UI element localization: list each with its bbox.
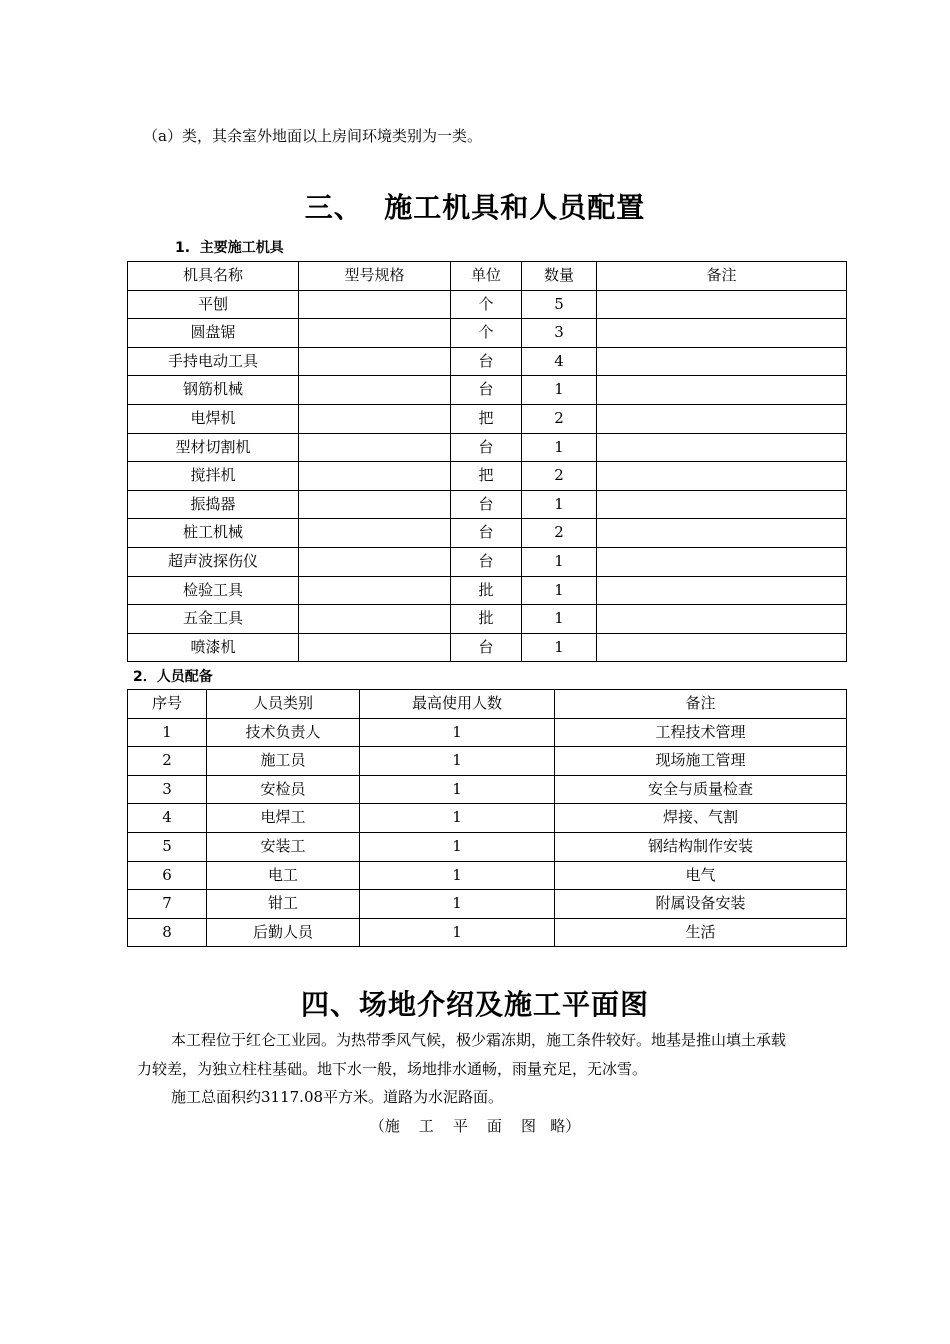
equipment-cell: 台 bbox=[451, 433, 522, 462]
staff-cell: 后勤人员 bbox=[207, 918, 360, 947]
equipment-cell: 1 bbox=[522, 605, 597, 634]
staff-cell: 1 bbox=[360, 918, 555, 947]
equipment-cell: 电焊机 bbox=[128, 404, 299, 433]
equipment-cell bbox=[597, 347, 847, 376]
staff-cell: 3 bbox=[128, 775, 207, 804]
equipment-cell bbox=[299, 319, 451, 348]
staff-cell: 电气 bbox=[555, 861, 847, 890]
staff-header-cell: 序号 bbox=[128, 690, 207, 719]
staff-cell: 1 bbox=[360, 804, 555, 833]
table-row bbox=[128, 747, 847, 776]
equipment-cell: 把 bbox=[451, 462, 522, 491]
table-row bbox=[128, 347, 847, 376]
equipment-cell bbox=[597, 547, 847, 576]
equipment-cell: 喷漆机 bbox=[128, 633, 299, 662]
figure-note: （施 工 平 面 图 略） bbox=[369, 1117, 581, 1135]
equipment-cell: 把 bbox=[451, 404, 522, 433]
equipment-cell bbox=[299, 404, 451, 433]
sub2-title: 2．人员配备 bbox=[133, 669, 213, 685]
equipment-header-row bbox=[128, 262, 847, 291]
table-row bbox=[128, 490, 847, 519]
equipment-cell: 圆盘锯 bbox=[128, 319, 299, 348]
table-row bbox=[128, 404, 847, 433]
table-row bbox=[128, 547, 847, 576]
section3-title: 三、 施工机具和人员配置 bbox=[304, 191, 646, 224]
equipment-cell: 1 bbox=[522, 376, 597, 405]
staff-cell: 安装工 bbox=[207, 832, 360, 861]
equipment-cell bbox=[597, 576, 847, 605]
equipment-cell: 超声波探伤仪 bbox=[128, 547, 299, 576]
table-row bbox=[128, 605, 847, 634]
equipment-cell: 台 bbox=[451, 490, 522, 519]
staff-cell: 技术负责人 bbox=[207, 718, 360, 747]
equipment-cell: 批 bbox=[451, 605, 522, 634]
equipment-cell bbox=[597, 433, 847, 462]
equipment-cell: 台 bbox=[451, 633, 522, 662]
staff-header-cell: 最高使用人数 bbox=[360, 690, 555, 719]
staff-cell: 电工 bbox=[207, 861, 360, 890]
table-row bbox=[128, 775, 847, 804]
table-row bbox=[128, 918, 847, 947]
equipment-cell: 批 bbox=[451, 576, 522, 605]
equipment-cell: 1 bbox=[522, 490, 597, 519]
table-row bbox=[128, 319, 847, 348]
staff-cell: 1 bbox=[360, 775, 555, 804]
intro-line: （a）类，其余室外地面以上房间环境类别为一类。 bbox=[143, 127, 482, 145]
staff-cell: 电焊工 bbox=[207, 804, 360, 833]
equipment-cell bbox=[299, 605, 451, 634]
staff-cell: 钳工 bbox=[207, 890, 360, 919]
equipment-cell: 搅拌机 bbox=[128, 462, 299, 491]
equipment-header-cell: 单位 bbox=[451, 262, 522, 291]
staff-table bbox=[127, 689, 847, 947]
equipment-cell: 2 bbox=[522, 519, 597, 548]
equipment-cell: 平刨 bbox=[128, 290, 299, 319]
sub1-title: 1. 主要施工机具 bbox=[175, 240, 284, 256]
equipment-cell bbox=[299, 462, 451, 491]
equipment-cell: 台 bbox=[451, 376, 522, 405]
staff-cell: 焊接、气割 bbox=[555, 804, 847, 833]
equipment-cell bbox=[597, 633, 847, 662]
staff-cell: 现场施工管理 bbox=[555, 747, 847, 776]
equipment-header-cell: 型号规格 bbox=[299, 262, 451, 291]
equipment-cell bbox=[299, 376, 451, 405]
section4-title: 四、场地介绍及施工平面图 bbox=[300, 988, 649, 1021]
table-row bbox=[128, 519, 847, 548]
staff-cell: 安检员 bbox=[207, 775, 360, 804]
equipment-cell: 台 bbox=[451, 519, 522, 548]
equipment-cell: 检验工具 bbox=[128, 576, 299, 605]
equipment-header-cell: 数量 bbox=[522, 262, 597, 291]
staff-cell: 6 bbox=[128, 861, 207, 890]
equipment-cell bbox=[597, 519, 847, 548]
equipment-header-cell: 机具名称 bbox=[128, 262, 299, 291]
table-row bbox=[128, 376, 847, 405]
equipment-header-cell: 备注 bbox=[597, 262, 847, 291]
equipment-cell: 台 bbox=[451, 547, 522, 576]
equipment-cell: 型材切割机 bbox=[128, 433, 299, 462]
staff-cell: 施工员 bbox=[207, 747, 360, 776]
table-row bbox=[128, 804, 847, 833]
equipment-cell bbox=[299, 490, 451, 519]
equipment-cell bbox=[299, 633, 451, 662]
staff-cell: 8 bbox=[128, 918, 207, 947]
equipment-cell: 手持电动工具 bbox=[128, 347, 299, 376]
table-row bbox=[128, 832, 847, 861]
equipment-cell bbox=[597, 290, 847, 319]
equipment-cell: 个 bbox=[451, 319, 522, 348]
staff-cell: 4 bbox=[128, 804, 207, 833]
table-row bbox=[128, 890, 847, 919]
table-row bbox=[128, 433, 847, 462]
equipment-cell: 五金工具 bbox=[128, 605, 299, 634]
staff-cell: 2 bbox=[128, 747, 207, 776]
equipment-cell: 个 bbox=[451, 290, 522, 319]
equipment-table bbox=[127, 261, 847, 662]
staff-cell: 1 bbox=[360, 890, 555, 919]
equipment-cell bbox=[299, 547, 451, 576]
equipment-cell: 1 bbox=[522, 547, 597, 576]
staff-header-row bbox=[128, 690, 847, 719]
equipment-cell: 5 bbox=[522, 290, 597, 319]
staff-cell: 工程技术管理 bbox=[555, 718, 847, 747]
equipment-cell bbox=[299, 576, 451, 605]
staff-cell: 1 bbox=[360, 718, 555, 747]
staff-cell: 1 bbox=[360, 861, 555, 890]
equipment-cell bbox=[299, 290, 451, 319]
equipment-cell: 钢筋机械 bbox=[128, 376, 299, 405]
equipment-cell bbox=[597, 490, 847, 519]
staff-cell: 5 bbox=[128, 832, 207, 861]
equipment-cell bbox=[597, 404, 847, 433]
table-row bbox=[128, 633, 847, 662]
equipment-cell: 桩工机械 bbox=[128, 519, 299, 548]
paragraph-1-line-2: 力较差，为独立柱柱基础。地下水一般，场地排水通畅，雨量充足，无冰雪。 bbox=[137, 1060, 648, 1078]
equipment-cell: 1 bbox=[522, 576, 597, 605]
equipment-cell bbox=[597, 605, 847, 634]
table-row bbox=[128, 718, 847, 747]
paragraph-1-line-1: 本工程位于红仑工业园。为热带季风气候，极少霜冻期，施工条件较好。地基是推山填土承载 bbox=[171, 1031, 787, 1049]
equipment-cell: 2 bbox=[522, 404, 597, 433]
equipment-cell: 1 bbox=[522, 433, 597, 462]
equipment-cell: 2 bbox=[522, 462, 597, 491]
equipment-cell: 1 bbox=[522, 633, 597, 662]
staff-cell: 安全与质量检查 bbox=[555, 775, 847, 804]
equipment-cell: 台 bbox=[451, 347, 522, 376]
equipment-cell: 4 bbox=[522, 347, 597, 376]
equipment-cell: 振捣器 bbox=[128, 490, 299, 519]
staff-cell: 1 bbox=[128, 718, 207, 747]
staff-cell: 1 bbox=[360, 747, 555, 776]
staff-cell: 钢结构制作安装 bbox=[555, 832, 847, 861]
staff-header-cell: 人员类别 bbox=[207, 690, 360, 719]
equipment-cell: 3 bbox=[522, 319, 597, 348]
staff-cell: 附属设备安装 bbox=[555, 890, 847, 919]
table-row bbox=[128, 861, 847, 890]
table-row bbox=[128, 576, 847, 605]
table-row bbox=[128, 290, 847, 319]
equipment-cell bbox=[299, 433, 451, 462]
equipment-cell bbox=[299, 519, 451, 548]
equipment-cell bbox=[597, 376, 847, 405]
staff-cell: 生活 bbox=[555, 918, 847, 947]
equipment-cell bbox=[597, 462, 847, 491]
paragraph-2: 施工总面积约3117.08平方米。道路为水泥路面。 bbox=[171, 1088, 504, 1106]
staff-cell: 1 bbox=[360, 832, 555, 861]
equipment-cell bbox=[597, 319, 847, 348]
staff-header-cell: 备注 bbox=[555, 690, 847, 719]
staff-cell: 7 bbox=[128, 890, 207, 919]
table-row bbox=[128, 462, 847, 491]
equipment-cell bbox=[299, 347, 451, 376]
